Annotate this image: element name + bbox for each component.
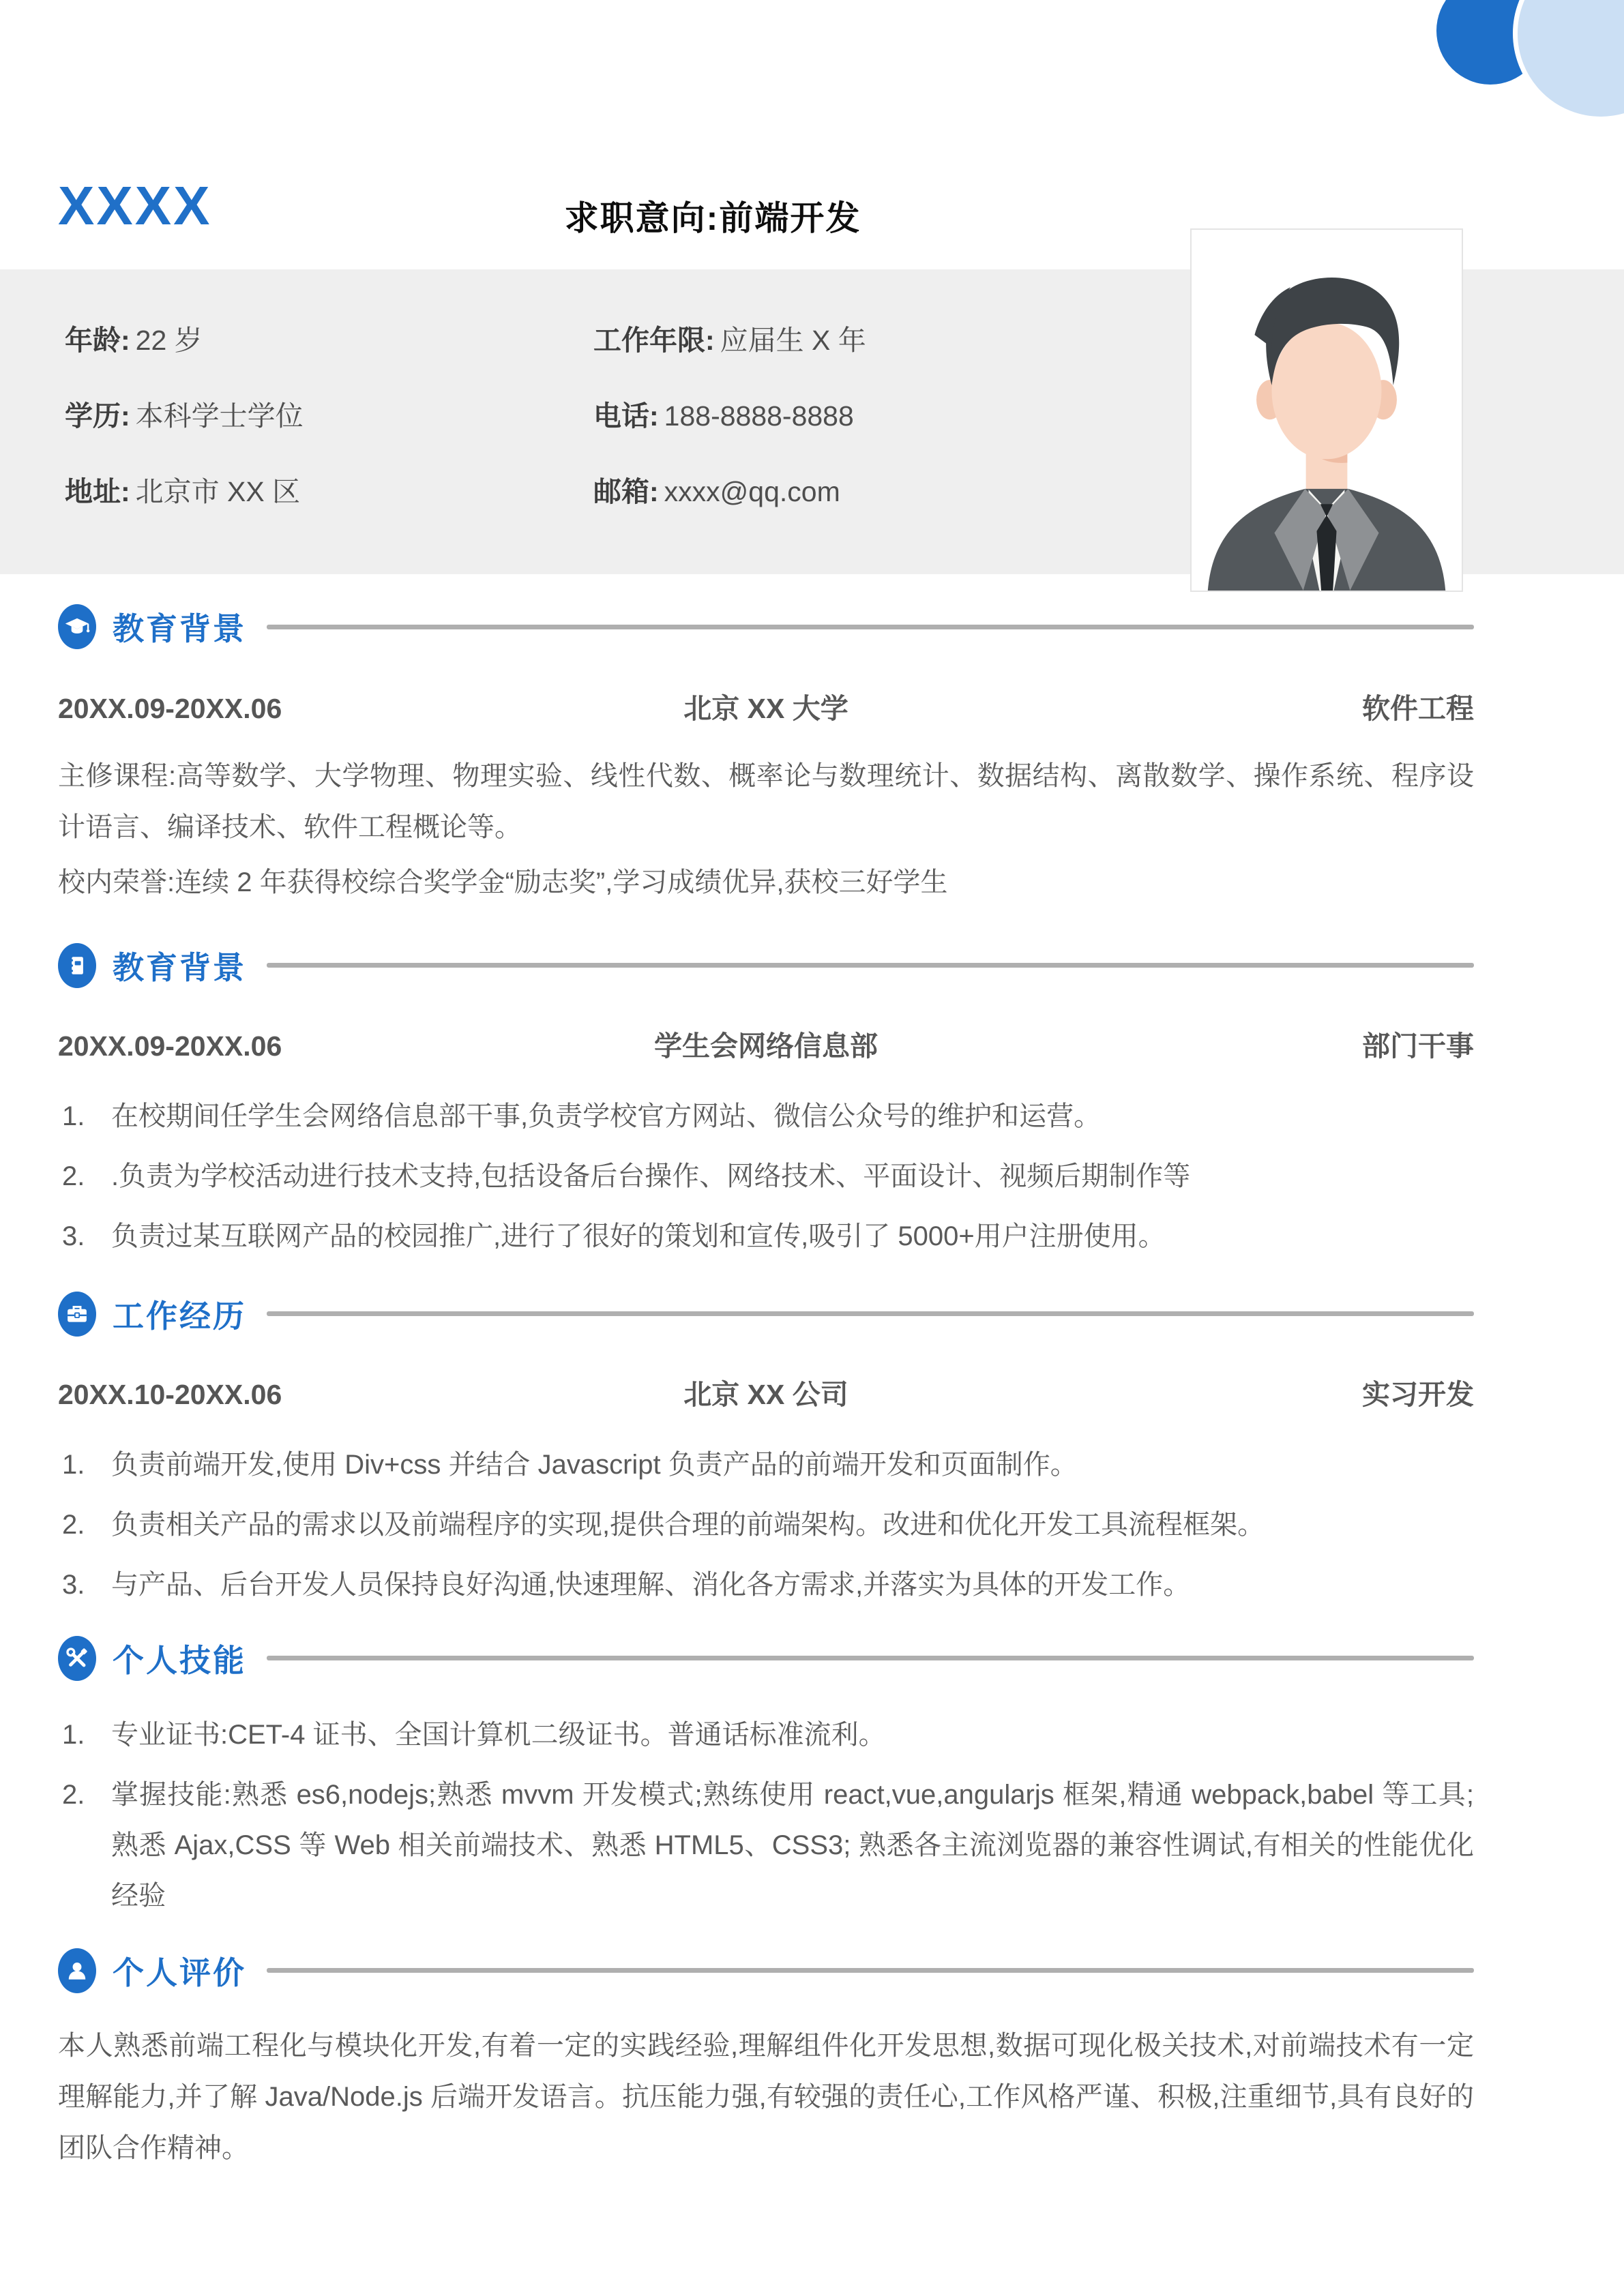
name-logo: XXXX xyxy=(58,175,212,236)
entry-period: 20XX.10-20XX.06 xyxy=(58,1378,282,1410)
job-intention-title: 求职意向:前端开发 xyxy=(564,199,861,237)
duty-list xyxy=(58,1440,1474,1610)
list-item: 与产品、后台开发人员保持良好沟通,快速理解、消化各方需求,并落实为具体的开发工作。 xyxy=(111,1569,1191,1600)
field-label: 邮箱: xyxy=(593,476,659,508)
entry-row xyxy=(58,686,1474,726)
section-title: 个人评价 xyxy=(113,1954,246,1991)
courses-paragraph: 主修课程:高等数学、大学物理、物理实验、线性代数、概率论与数理统计、数据结构、离散数学、操作系统、程序设计语言、编译技术、软件工程概论等。 xyxy=(58,761,1474,843)
section-divider xyxy=(267,963,1474,968)
entry-role: 软件工程 xyxy=(1362,693,1474,724)
duty-list xyxy=(58,1091,1474,1262)
field-value: 本科学士学位 xyxy=(135,400,304,432)
corner-circle-light-decoration xyxy=(1513,0,1624,121)
section-header xyxy=(58,943,1474,988)
profile-field-address xyxy=(65,477,304,507)
list-item: 掌握技能:熟悉 es6,nodejs;熟悉 mvvm 开发模式;熟练使用 react,vue,angularjs 框架,精通 webpack,babel 等工具; 熟悉 Ajax,CSS 等 Web 相关前端技术、熟悉 HTML5、CSS3; 熟悉各主流浏览器的兼容性调试,有相关的性能优化经验 xyxy=(111,1779,1474,1911)
list-item: 负责相关产品的需求以及前端程序的实现,提供合理的前端架构。改进和优化开发工具流程框架。 xyxy=(111,1509,1265,1540)
section-work-experience xyxy=(58,1292,1474,1610)
graduation-cap-icon xyxy=(58,604,96,649)
profile-field-age xyxy=(65,325,304,356)
entry-row xyxy=(58,1372,1474,1412)
profile-field-education xyxy=(65,401,304,432)
section-divider xyxy=(267,1311,1474,1316)
profile-field-phone xyxy=(593,401,866,432)
list-item: 在校期间任学生会网络信息部干事,负责学校官方网站、微信公众号的维护和运营。 xyxy=(111,1101,1102,1131)
section-title: 教育背景 xyxy=(113,949,246,985)
person-icon xyxy=(58,1948,96,1993)
list-item: 负责前端开发,使用 Div+css 并结合 Javascript 负责产品的前端开发和页面制作。 xyxy=(111,1449,1078,1480)
entry-period: 20XX.09-20XX.06 xyxy=(58,693,282,724)
field-value: 22 岁 xyxy=(135,325,203,356)
section-title: 个人技能 xyxy=(113,1642,246,1678)
profile-fields-right xyxy=(593,325,866,507)
profile-field-email xyxy=(593,477,866,507)
section-title: 工作经历 xyxy=(113,1298,246,1334)
section-divider xyxy=(267,1968,1474,1973)
evaluation-paragraph: 本人熟悉前端工程化与模块化开发,有着一定的实践经验,理解组件化开发思想,数据可现化极关技术,对前端技术有一定理解能力,并了解 Java/Node.js 后端开发语言。抗压能力强,有较强的责任心,工作风格严谨、积极,注重细节,具有良好的团队合作精神。 xyxy=(58,2030,1474,2163)
section-header xyxy=(58,604,1474,649)
section-education xyxy=(58,604,1474,909)
notebook-icon xyxy=(58,943,96,988)
skill-list xyxy=(58,1710,1474,1921)
field-label: 学历: xyxy=(65,400,130,432)
resume-body xyxy=(58,600,1474,2174)
list-item: 专业证书:CET-4 证书、全国计算机二级证书。普通话标准流利。 xyxy=(111,1719,886,1750)
briefcase-icon xyxy=(58,1292,96,1337)
field-value: xxxx@qq.com xyxy=(664,476,840,508)
profile-fields-left xyxy=(65,325,304,507)
section-self-evaluation xyxy=(58,1948,1474,2175)
field-label: 电话: xyxy=(593,400,659,432)
entry-row xyxy=(58,1024,1474,1064)
field-value: 应届生 X 年 xyxy=(720,325,866,356)
field-label: 地址: xyxy=(65,476,130,508)
section-divider xyxy=(267,625,1474,629)
entry-role: 实习开发 xyxy=(1362,1378,1474,1410)
field-value: 188-8888-8888 xyxy=(664,400,854,432)
section-header xyxy=(58,1292,1474,1337)
entry-period: 20XX.09-20XX.06 xyxy=(58,1030,282,1062)
field-value: 北京市 XX 区 xyxy=(135,476,301,508)
profile-photo xyxy=(1190,228,1463,592)
section-skills xyxy=(58,1636,1474,1921)
section-title: 教育背景 xyxy=(113,611,246,646)
field-label: 工作年限: xyxy=(593,325,715,356)
tools-icon xyxy=(58,1636,96,1681)
section-divider xyxy=(267,1656,1474,1660)
section-student-union xyxy=(58,943,1474,1262)
entry-role: 部门干事 xyxy=(1362,1030,1474,1062)
field-label: 年龄: xyxy=(65,325,130,356)
profile-field-experience-years xyxy=(593,325,866,356)
list-item: 负责过某互联网产品的校园推广,进行了很好的策划和宣传,吸引了 5000+用户注册使用。 xyxy=(111,1221,1166,1251)
entry-organization: 北京 XX 大学 xyxy=(683,693,848,724)
section-header xyxy=(58,1636,1474,1681)
entry-organization: 北京 XX 公司 xyxy=(683,1378,848,1410)
entry-organization: 学生会网络信息部 xyxy=(654,1030,878,1062)
section-header xyxy=(58,1948,1474,1993)
male-avatar-illustration xyxy=(1192,230,1462,591)
honors-paragraph: 校内荣誉:连续 2 年获得校综合奖学金“励志奖”,学习成绩优异,获校三好学生 xyxy=(58,867,948,898)
list-item: .负责为学校活动进行技术支持,包括设备后台操作、网络技术、平面设计、视频后期制作等 xyxy=(111,1161,1191,1191)
